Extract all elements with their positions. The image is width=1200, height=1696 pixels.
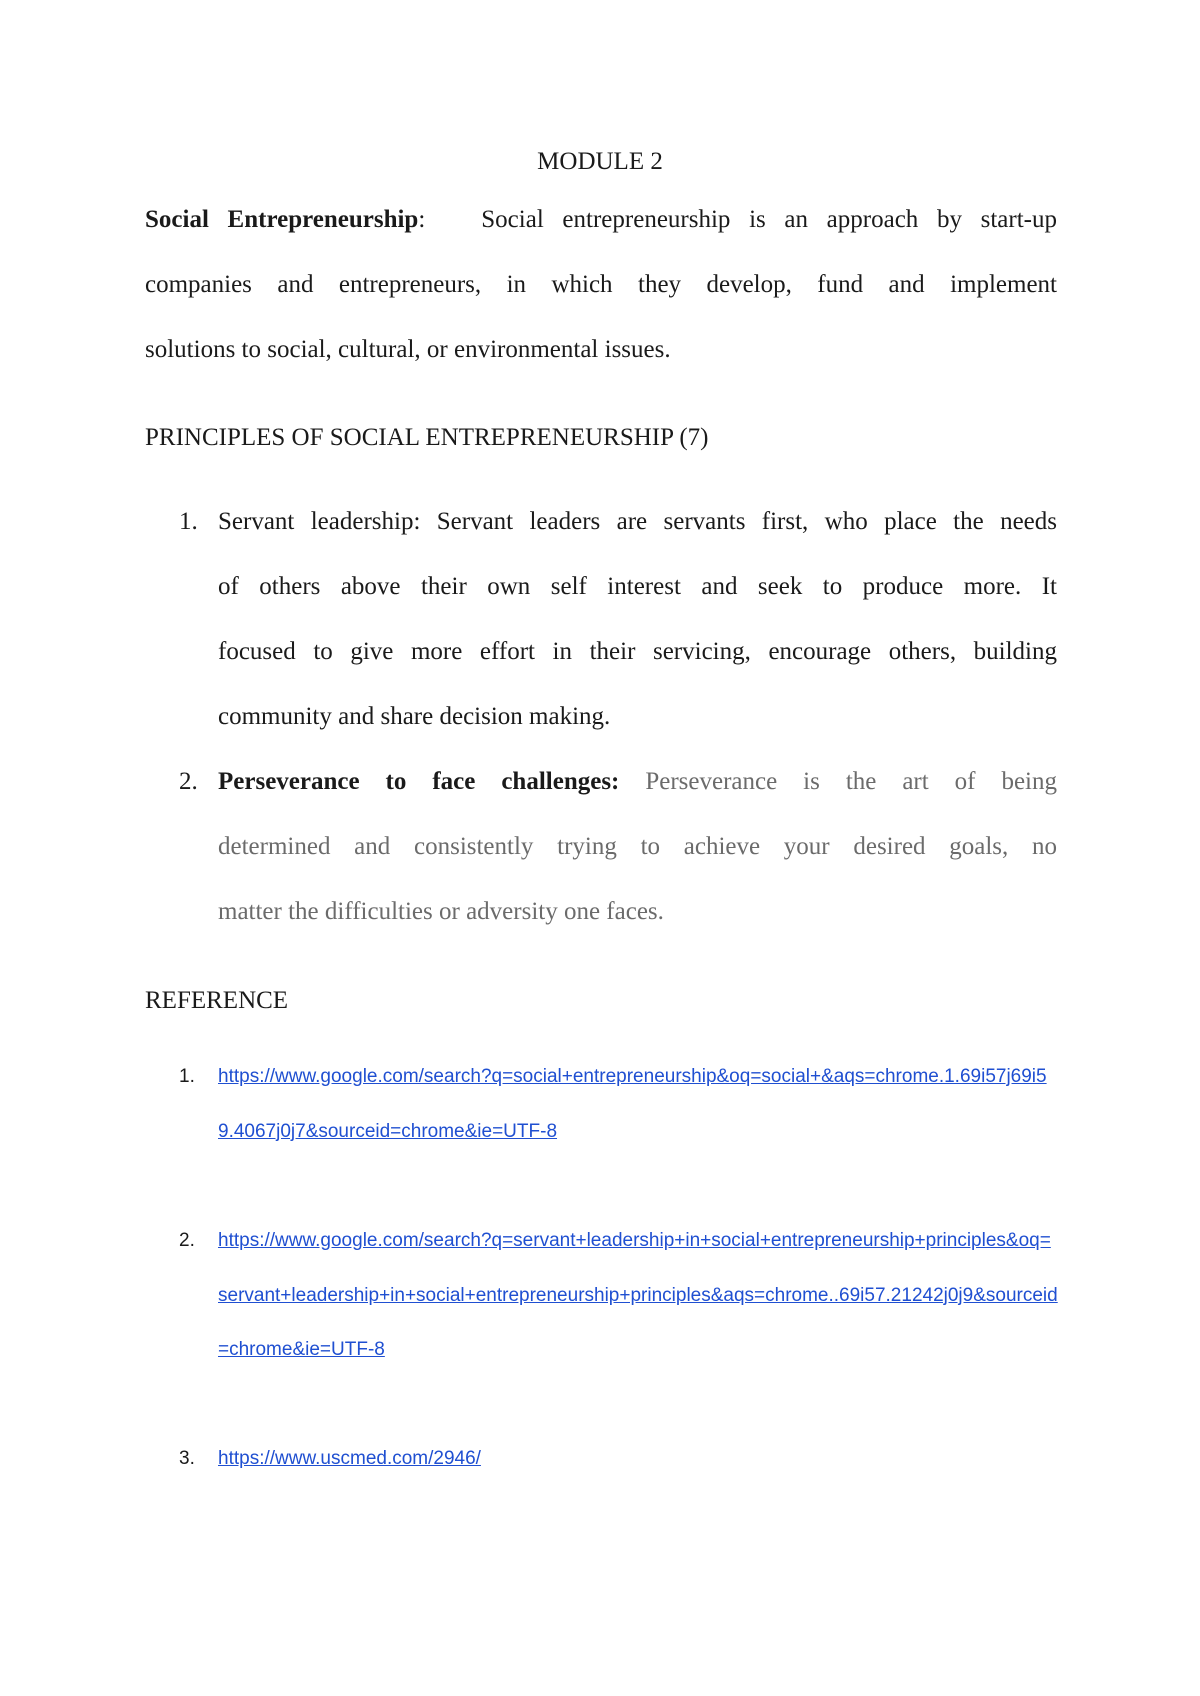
principle-1-line-1: Servant leadership: Servant leaders are servants first, who place the needs [218,508,1057,535]
reference-link-2[interactable]: https://www.google.com/search?q=servant+leadership+in+social+entrepreneurship+principles&oq=servant+leadership+in+social+entrepreneurship+principles&aqs=chrome..69i57.21242j0j9&sourceid=chrome&ie=UTF-8 [218,1230,1058,1360]
reference-link-3[interactable]: https://www.uscmed.com/2946/ [218,1448,481,1469]
definition-term: Social Entrepreneurship [145,206,419,233]
reference-number-3: 3. [179,1448,195,1469]
reference-heading: REFERENCE [145,987,289,1014]
principle-2-line-2: determined and consistently trying to achieve your desired goals, no [218,833,1057,860]
principle-2-line-1-text: Perseverance is the art of being [645,768,1057,795]
reference-link-1[interactable]: https://www.google.com/search?q=social+entrepreneurship&oq=social+&aqs=chrome.1.69i57j69i59.4067j0j7&sourceid=chrome&ie=UTF-8 [218,1066,1047,1142]
principle-number-1: 1. [179,508,198,535]
reference-number-1: 1. [179,1066,195,1087]
definition-line-1-text: Social entrepreneurship is an approach by start-up [481,206,1057,233]
definition-line-3: solutions to social, cultural, or environmental issues. [145,336,671,363]
reference-number-2: 2. [179,1230,195,1251]
principle-item-1 [218,505,1057,765]
principle-1-line-4: community and share decision making. [218,703,611,730]
principle-number-2: 2. [179,768,198,795]
principle-item-2 [218,765,1057,960]
principle-2-term: Perseverance to face challenges: [218,768,620,795]
principle-2-line-1 [218,765,1057,830]
principle-1-line-2: of others above their own self interest and seek to produce more. It [218,573,1057,600]
page-title: MODULE 2 [537,148,663,175]
definition-paragraph [145,203,1057,398]
principle-1-line-3: focused to give more effort in their servicing, encourage others, building [218,638,1057,665]
definition-line-2: companies and entrepreneurs, in which they develop, fund and implement [145,271,1057,298]
definition-line-1 [145,203,1057,268]
principles-heading: PRINCIPLES OF SOCIAL ENTREPRENEURSHIP (7) [145,424,709,451]
definition-colon: : [418,206,426,233]
principle-2-line-3: matter the difficulties or adversity one faces. [218,898,664,925]
